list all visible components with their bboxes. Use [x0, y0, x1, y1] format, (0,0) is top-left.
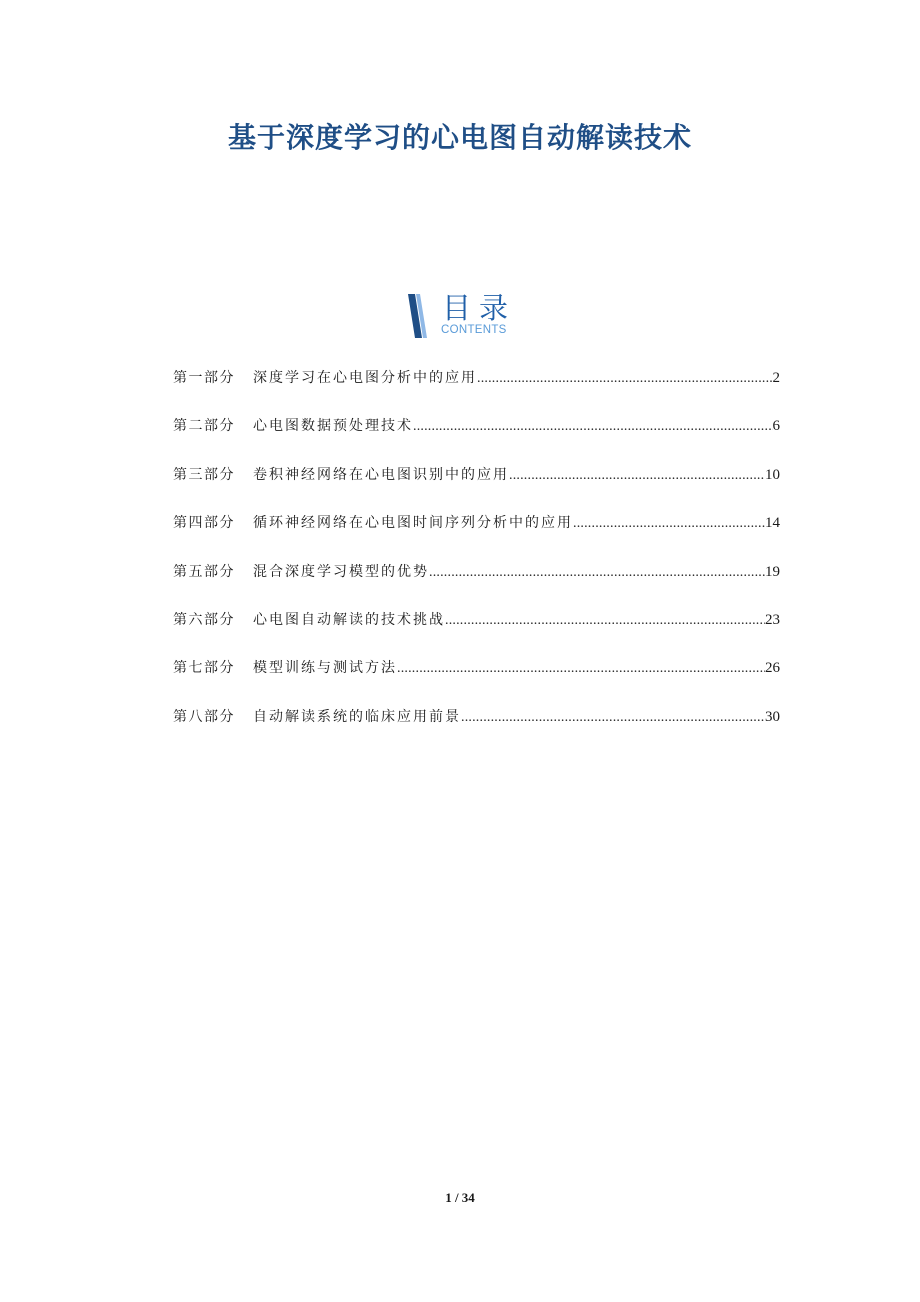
toc-part-label: 第六部分: [173, 611, 235, 628]
toc-dot-leader: [445, 609, 765, 633]
stacked-slanted-bars-icon: [406, 294, 432, 338]
toc-entry-4[interactable]: [173, 511, 780, 535]
toc-entry-3[interactable]: [173, 463, 780, 487]
page-indicator: 1 / 34: [445, 1190, 475, 1205]
toc-part-label: 第四部分: [173, 515, 235, 532]
toc-entry-2[interactable]: [173, 414, 780, 438]
toc-entry-title: 模型训练与测试方法: [253, 660, 397, 677]
toc-entry-title: 心电图自动解读的技术挑战: [253, 611, 445, 628]
table-of-contents: [173, 366, 780, 753]
toc-part-label: 第一部分: [173, 370, 235, 386]
toc-part-label: 第二部分: [173, 418, 235, 435]
toc-part-label: 第三部分: [173, 466, 235, 483]
toc-page-number: 6: [772, 418, 780, 435]
toc-dot-leader: [429, 561, 765, 585]
toc-page-number: 2: [772, 370, 780, 386]
toc-part-label: 第七部分: [173, 660, 235, 677]
toc-page-number: 26: [765, 660, 780, 677]
toc-entry-title: 混合深度学习模型的优势: [253, 563, 429, 580]
toc-part-label: 第五部分: [173, 563, 235, 580]
toc-page-number: 14: [765, 515, 780, 532]
toc-entry-1[interactable]: [173, 366, 780, 390]
toc-header: [406, 291, 526, 340]
toc-page-number: 30: [765, 708, 780, 725]
toc-dot-leader: [397, 657, 765, 681]
toc-entry-8[interactable]: [173, 705, 780, 729]
toc-subheading: CONTENTS: [441, 324, 507, 336]
toc-dot-leader: [477, 367, 773, 391]
toc-entry-title: 心电图数据预处理技术: [253, 418, 413, 435]
toc-entry-title: 深度学习在心电图分析中的应用: [253, 370, 477, 386]
toc-dot-leader: [573, 512, 765, 536]
toc-page-number: 19: [765, 563, 780, 580]
toc-entry-title: 卷积神经网络在心电图识别中的应用: [253, 466, 509, 483]
toc-page-number: 10: [765, 466, 780, 483]
toc-page-number: 23: [765, 611, 780, 628]
toc-dot-leader: [509, 464, 765, 488]
toc-dot-leader: [413, 415, 773, 439]
toc-dot-leader: [461, 706, 765, 730]
toc-entry-6[interactable]: [173, 608, 780, 632]
toc-entry-title: 自动解读系统的临床应用前景: [253, 708, 461, 725]
toc-heading: 目录: [442, 291, 517, 325]
toc-part-label: 第八部分: [173, 708, 235, 725]
toc-entry-7[interactable]: [173, 656, 780, 680]
toc-entry-5[interactable]: [173, 560, 780, 584]
toc-entry-title: 循环神经网络在心电图时间序列分析中的应用: [253, 515, 573, 532]
document-title: 基于深度学习的心电图自动解读技术: [227, 121, 692, 154]
